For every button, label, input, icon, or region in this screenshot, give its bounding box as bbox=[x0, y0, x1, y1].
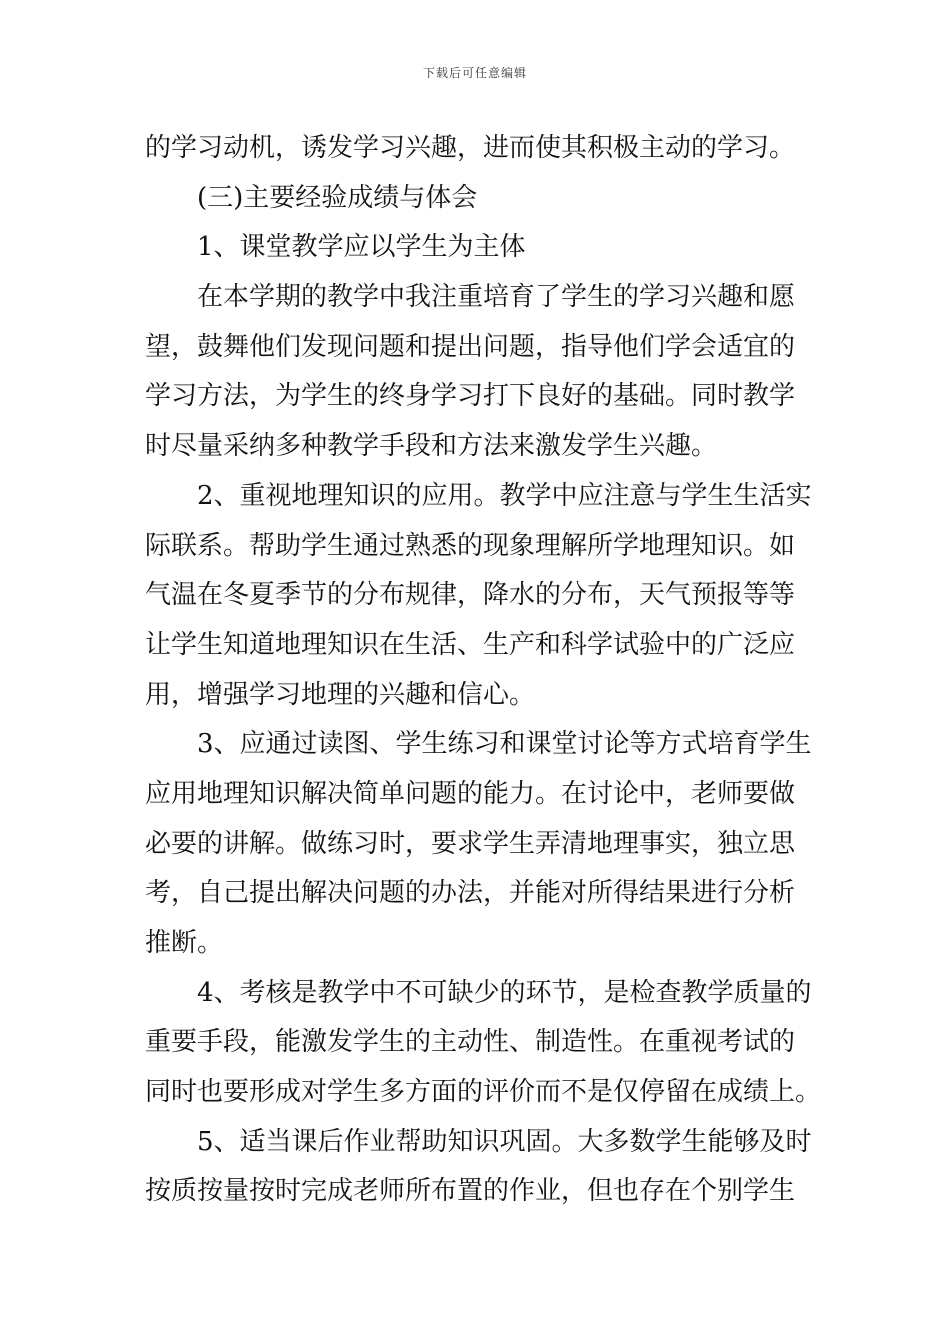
text-line: 3、应通过读图、学生练习和课堂讨论等方式培育学生 bbox=[197, 729, 812, 760]
document-body bbox=[145, 124, 822, 1217]
text-line: 同时也要形成对学生多方面的评价而不是仅停留在成绩上。 bbox=[145, 1077, 822, 1108]
page-header: 下载后可任意编辑 bbox=[422, 66, 527, 80]
text-line: 5、适当课后作业帮助知识巩固。大多数学生能够及时 bbox=[197, 1126, 812, 1157]
text-line: 气温在冬夏季节的分布规律，降水的分布，天气预报等等 bbox=[145, 580, 796, 611]
text-line: 际联系。帮助学生通过熟悉的现象理解所学地理知识。如 bbox=[145, 530, 796, 561]
text-line: 望，鼓舞他们发现问题和提出问题，指导他们学会适宜的 bbox=[145, 331, 796, 362]
text-line: 4、考核是教学中不可缺少的环节，是检查教学质量的 bbox=[197, 977, 812, 1008]
text-line: 在本学期的教学中我注重培育了学生的学习兴趣和愿 bbox=[197, 282, 796, 313]
text-line: 重要手段，能激发学生的主动性、制造性。在重视考试的 bbox=[145, 1027, 796, 1058]
text-line: 的学习动机，诱发学习兴趣，进而使其积极主动的学习。 bbox=[145, 133, 796, 163]
text-line: 让学生知道地理知识在生活、生产和科学试验中的广泛应 bbox=[145, 629, 796, 660]
text-line: 必要的讲解。做练习时，要求学生弄清地理事实，独立思 bbox=[145, 828, 796, 859]
text-line: 考，自己提出解决问题的办法，并能对所得结果进行分析 bbox=[145, 878, 796, 909]
text-line: 应用地理知识解决简单问题的能力。在讨论中，老师要做 bbox=[145, 778, 796, 809]
text-line: 2、重视地理知识的应用。教学中应注意与学生生活实 bbox=[197, 480, 812, 511]
text-line: 学习方法，为学生的终身学习打下良好的基础。同时教学 bbox=[145, 381, 796, 412]
text-line: 按质按量按时完成老师所布置的作业，但也存在个别学生 bbox=[145, 1176, 796, 1207]
text-line: 时尽量采纳多种教学手段和方法来激发学生兴趣。 bbox=[145, 431, 718, 462]
text-line: 用，增强学习地理的兴趣和信心。 bbox=[145, 679, 536, 710]
text-line: 推断。 bbox=[145, 928, 224, 958]
section-heading: (三)主要经验成绩与体会 bbox=[197, 182, 478, 213]
subsection-heading: 1、课堂教学应以学生为主体 bbox=[197, 232, 526, 263]
